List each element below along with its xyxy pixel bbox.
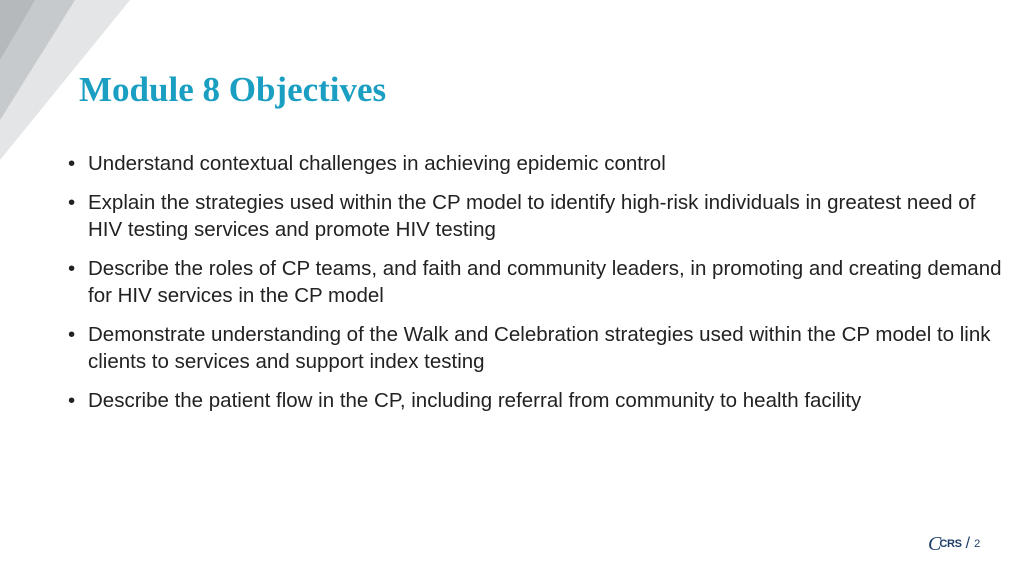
bullet-icon: •	[68, 256, 76, 280]
divider-slash: /	[965, 535, 971, 552]
bullet-icon: •	[68, 190, 76, 214]
bullet-icon: •	[68, 152, 76, 175]
bullet-text: Explain the strategies used within the CP model to identify high-risk individuals in greatest need of HIV testing services and promote HIV testing	[88, 190, 976, 241]
list-item	[68, 255, 1008, 310]
objectives-list	[68, 150, 1008, 425]
bullet-text: Describe the patient flow in the CP, including referral from community to health facility	[88, 388, 862, 412]
bullet-text: Demonstrate understanding of the Walk and Celebration strategies used within the CP model to link clients to services and support index testing	[88, 322, 991, 373]
logo-text: CRS	[939, 538, 962, 550]
list-item	[68, 189, 1008, 244]
slide-title: Module 8 Objectives	[79, 70, 387, 109]
footer	[928, 534, 980, 554]
bullet-text: Understand contextual challenges in achieving epidemic control	[88, 152, 666, 175]
bullet-icon: •	[68, 322, 76, 346]
bullet-icon: •	[68, 388, 76, 412]
bullet-text: Describe the roles of CP teams, and faith and community leaders, in promoting and creating demand for HIV services in the CP model	[88, 256, 1002, 307]
list-item	[68, 321, 1008, 376]
crs-logo-icon: C	[928, 533, 942, 555]
list-item	[68, 150, 1008, 178]
page-number: 2	[974, 538, 981, 550]
list-item	[68, 387, 1008, 415]
